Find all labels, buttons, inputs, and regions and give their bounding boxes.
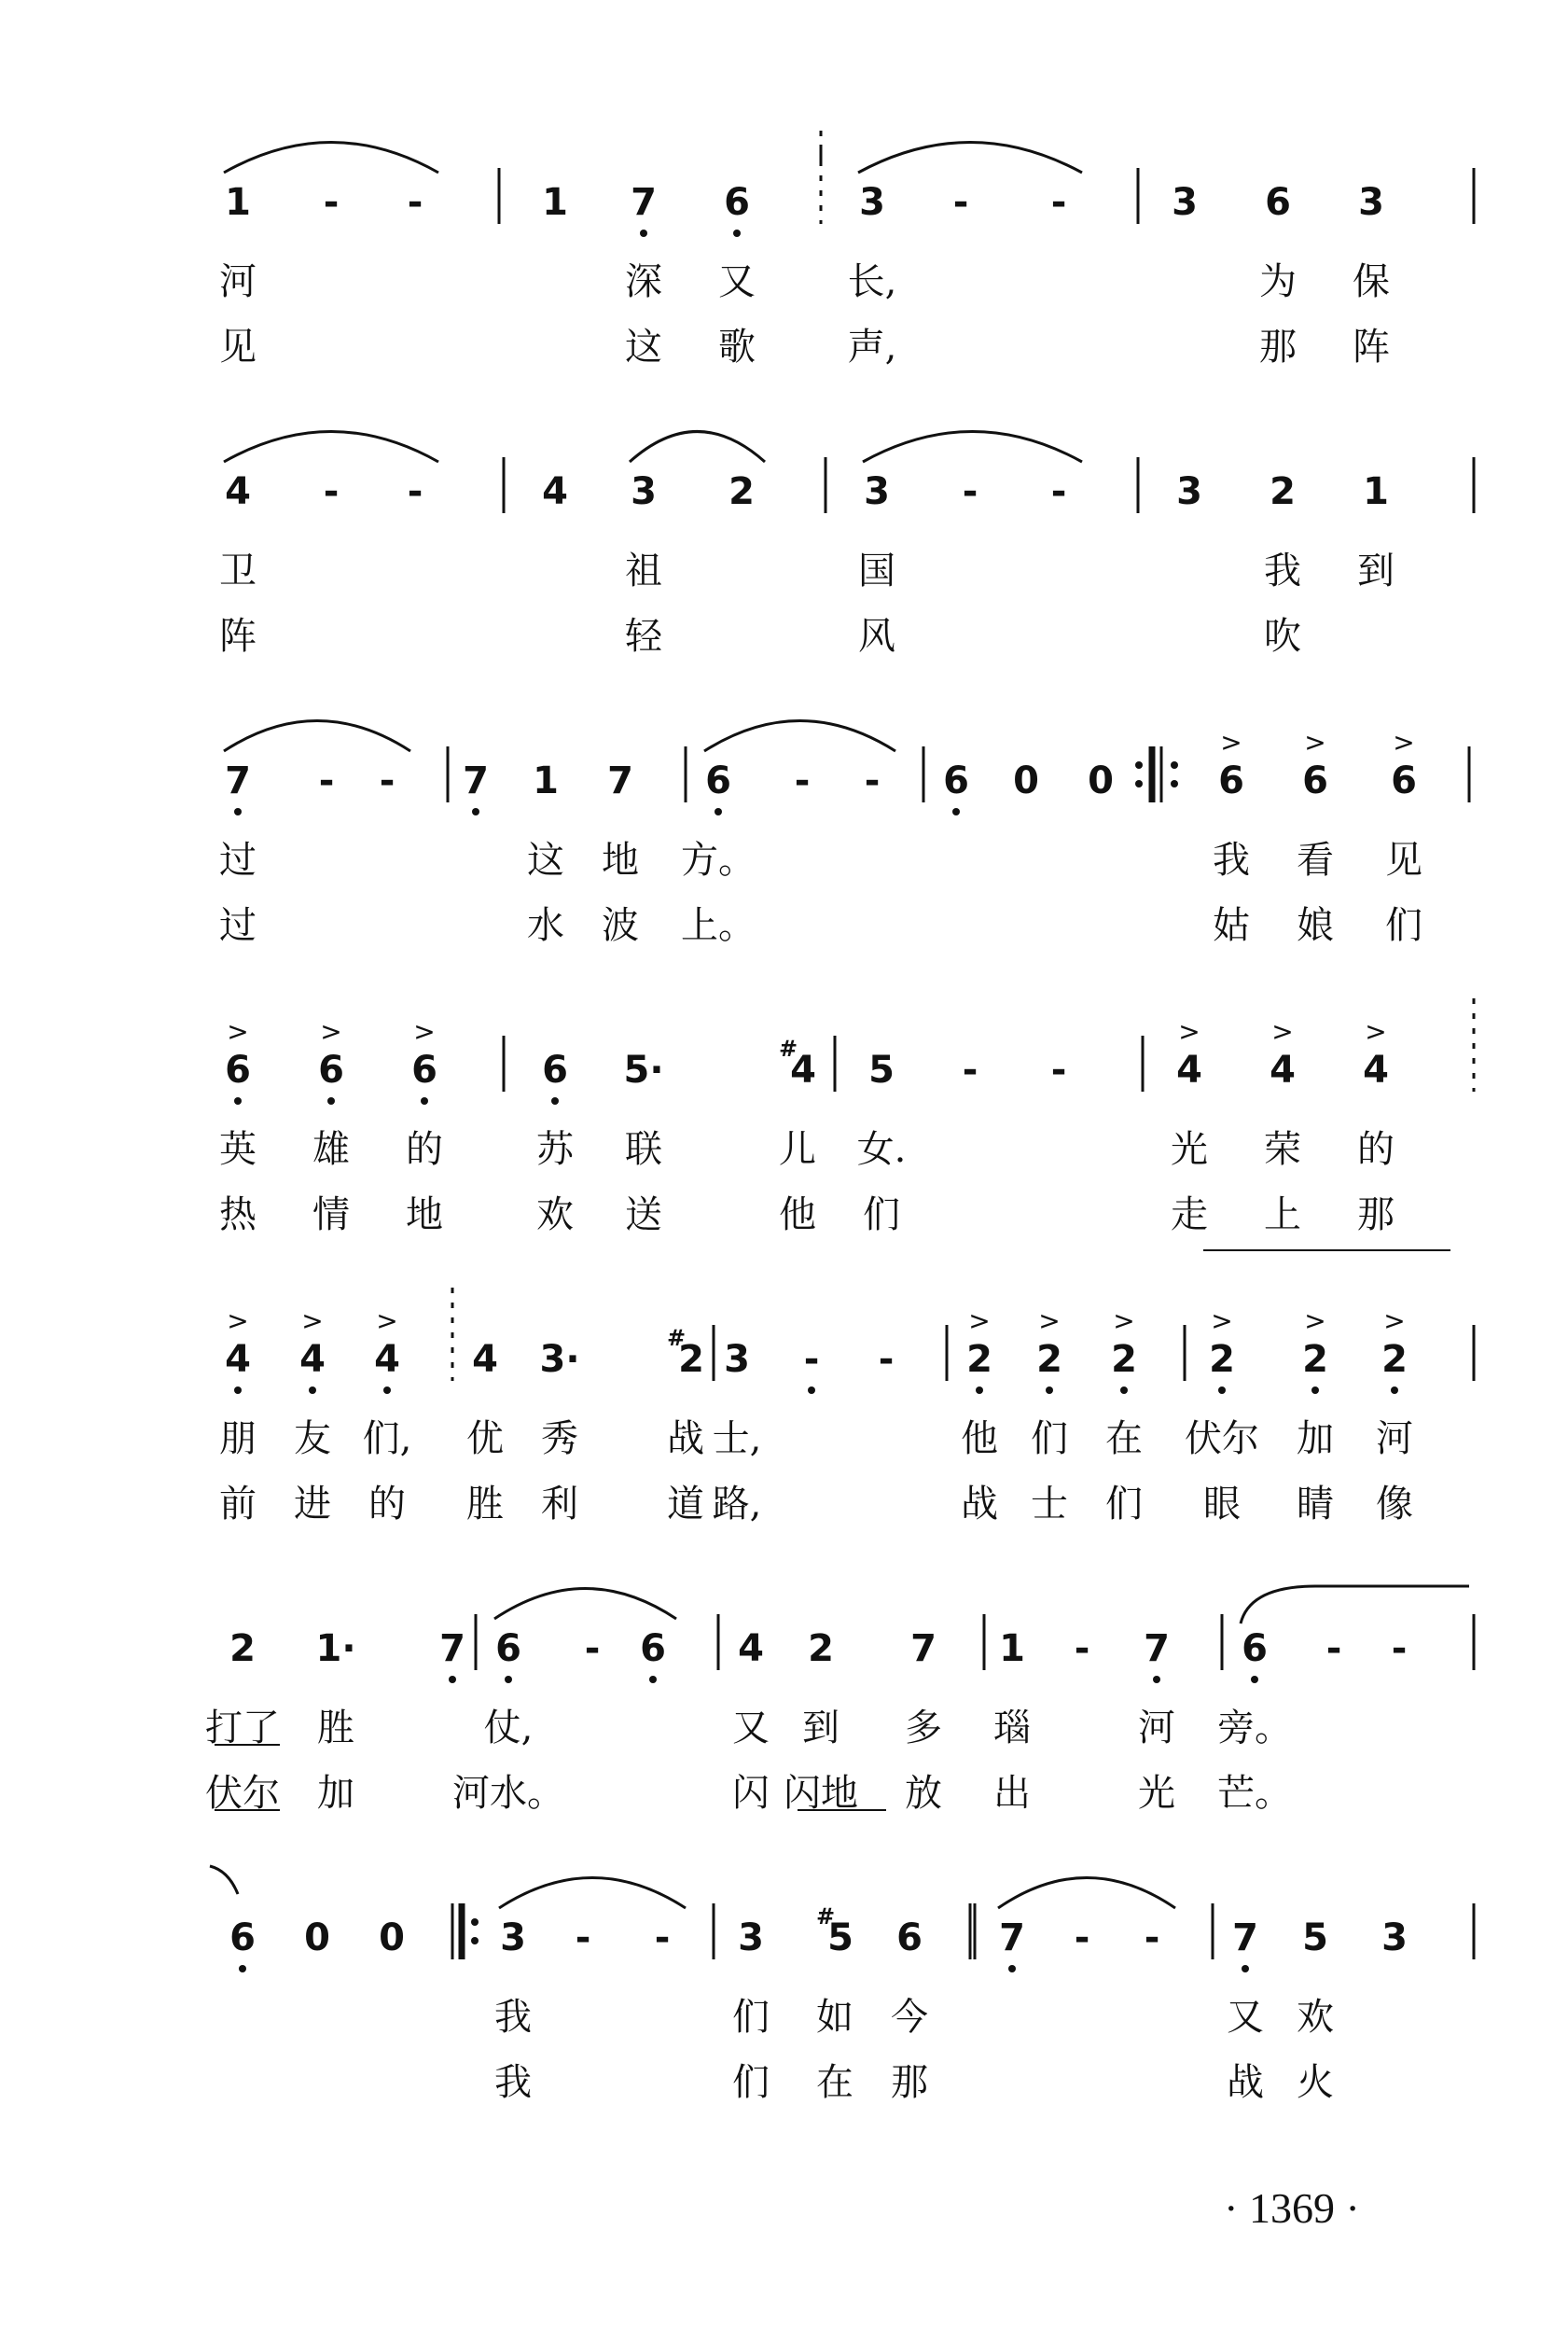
jianpu-note: 6 bbox=[1391, 759, 1417, 802]
octave-dot bbox=[649, 1676, 657, 1683]
repeat-dot bbox=[1171, 761, 1178, 769]
jianpu-note: 7 bbox=[607, 759, 633, 802]
lyric-verse2: 芒。 bbox=[1217, 1772, 1292, 1815]
lyric-verse1: 苏 bbox=[536, 1128, 574, 1171]
octave-dot bbox=[551, 1097, 559, 1105]
lyric-verse2: 阵 bbox=[1353, 326, 1390, 369]
jianpu-note: 0 bbox=[1013, 759, 1039, 802]
jianpu-note: 6 bbox=[318, 1049, 344, 1092]
dash-extension: - bbox=[407, 181, 423, 224]
slur bbox=[210, 1866, 238, 1894]
jianpu-note: 3 bbox=[631, 470, 657, 513]
lyric-verse1: 祖 bbox=[625, 550, 662, 592]
dash-extension: - bbox=[952, 181, 969, 224]
lyric-verse1: 见 bbox=[1385, 839, 1422, 882]
lyric-verse2: 娘 bbox=[1297, 904, 1334, 947]
lyric-verse1: 又 bbox=[718, 260, 756, 303]
accent-mark: > bbox=[1365, 1016, 1387, 1047]
jianpu-note: 3 bbox=[1172, 181, 1198, 224]
lyric-verse2: 放 bbox=[905, 1772, 942, 1815]
lyric-verse2: 眼 bbox=[1203, 1483, 1241, 1526]
lyric-verse1: 们 bbox=[1031, 1417, 1068, 1460]
lyric-verse1: 联 bbox=[625, 1128, 662, 1171]
slur bbox=[998, 1878, 1175, 1909]
accent-mark: > bbox=[301, 1305, 324, 1336]
jianpu-note: 2 bbox=[678, 1338, 704, 1381]
lyric-verse1: 在 bbox=[1105, 1417, 1143, 1460]
jianpu-note: 4 bbox=[374, 1338, 400, 1381]
octave-dot bbox=[1251, 1676, 1258, 1683]
jianpu-note: 2 bbox=[1270, 470, 1296, 513]
repeat-dot bbox=[1135, 780, 1143, 787]
octave-dot bbox=[1153, 1676, 1160, 1683]
dash-extension: - bbox=[1074, 1627, 1090, 1670]
jianpu-note: 2 bbox=[728, 470, 755, 513]
lyric-verse1: 仗, bbox=[483, 1707, 534, 1749]
lyric-verse1: 过 bbox=[219, 839, 257, 882]
lyric-verse2: 像 bbox=[1376, 1483, 1413, 1526]
jianpu-note: 7 bbox=[1144, 1627, 1170, 1670]
lyric-verse2: 睛 bbox=[1297, 1483, 1334, 1526]
jianpu-note: 1 bbox=[533, 759, 559, 802]
jianpu-note: 3· bbox=[539, 1338, 580, 1381]
lyric-verse1: 深 bbox=[625, 260, 662, 303]
jianpu-note: 2 bbox=[1302, 1338, 1328, 1381]
accent-mark: > bbox=[227, 1305, 249, 1336]
jianpu-note: 6 bbox=[705, 759, 731, 802]
dash-extension: - bbox=[1050, 1049, 1067, 1092]
lyric-verse2: 的 bbox=[368, 1483, 406, 1526]
octave-dot bbox=[640, 230, 647, 237]
lyric-verse2: 他 bbox=[779, 1193, 816, 1236]
octave-dot bbox=[1242, 1965, 1249, 1972]
lyric-verse1: 女. bbox=[856, 1128, 907, 1171]
accent-mark: > bbox=[227, 1016, 249, 1047]
jianpu-note: 1 bbox=[1363, 470, 1389, 513]
jianpu-note: 6 bbox=[229, 1916, 256, 1959]
dash-extension: - bbox=[1144, 1916, 1160, 1959]
lyric-verse2: 伏尔 bbox=[205, 1772, 280, 1815]
jianpu-note: 7 bbox=[463, 759, 489, 802]
lyric-verse2: 送 bbox=[625, 1193, 662, 1236]
lyric-verse2: 战 bbox=[1227, 2061, 1264, 2104]
accent-mark: > bbox=[1304, 727, 1326, 758]
lyric-verse1: 看 bbox=[1297, 839, 1334, 882]
dash-extension: - bbox=[1325, 1627, 1342, 1670]
jianpu-note: 5· bbox=[623, 1049, 664, 1092]
jianpu-note: 3 bbox=[500, 1916, 526, 1959]
accent-mark: > bbox=[1271, 1016, 1294, 1047]
jianpu-note: 3 bbox=[859, 181, 885, 224]
jianpu-note: 2 bbox=[229, 1627, 256, 1670]
octave-dot bbox=[309, 1386, 316, 1394]
lyric-verse1: 我 bbox=[494, 1996, 532, 2039]
lyric-verse2: 地 bbox=[406, 1193, 443, 1236]
lyric-verse1: 士, bbox=[712, 1417, 762, 1460]
slur bbox=[499, 1878, 686, 1909]
jianpu-note: 6 bbox=[495, 1627, 521, 1670]
accent-mark: > bbox=[376, 1305, 398, 1336]
dash-extension: - bbox=[1074, 1916, 1090, 1959]
lyric-verse2: 们 bbox=[1385, 904, 1422, 947]
lyric-verse2: 歌 bbox=[718, 326, 756, 369]
slur bbox=[224, 432, 438, 463]
lyric-verse1: 们, bbox=[362, 1417, 412, 1460]
jianpu-note: 4 bbox=[1270, 1049, 1296, 1092]
accent-mark: > bbox=[1178, 1016, 1200, 1047]
lyric-verse1: 为 bbox=[1259, 260, 1297, 303]
lyric-verse2: 阵 bbox=[219, 615, 257, 658]
accent-mark: > bbox=[413, 1016, 436, 1047]
jianpu-note: 1 bbox=[999, 1627, 1025, 1670]
lyric-verse1: 友 bbox=[294, 1417, 331, 1460]
lyric-verse1: 打了 bbox=[205, 1707, 280, 1749]
octave-dot bbox=[715, 808, 722, 815]
jianpu-note: 0 bbox=[304, 1916, 330, 1959]
jianpu-note: 6 bbox=[1302, 759, 1328, 802]
lyric-verse2: 轻 bbox=[625, 615, 662, 658]
accent-mark: > bbox=[320, 1016, 342, 1047]
lyric-verse1: 朋 bbox=[219, 1417, 257, 1460]
jianpu-note: 4 bbox=[542, 470, 568, 513]
octave-dot bbox=[505, 1676, 512, 1683]
jianpu-note: 6 bbox=[724, 181, 750, 224]
octave-dot bbox=[733, 230, 741, 237]
lyric-verse1: 雄 bbox=[312, 1128, 350, 1171]
octave-dot bbox=[234, 1386, 242, 1394]
dash-extension: - bbox=[575, 1916, 591, 1959]
lyric-verse2: 那 bbox=[891, 2061, 928, 2104]
accent-mark: > bbox=[1211, 1305, 1233, 1336]
lyric-verse1: 如 bbox=[816, 1996, 853, 2039]
octave-dot bbox=[327, 1097, 335, 1105]
lyric-verse2: 出 bbox=[993, 1772, 1031, 1815]
lyric-verse1: 又 bbox=[1227, 1996, 1264, 2039]
dash-extension: - bbox=[1050, 181, 1067, 224]
jianpu-note: 4 bbox=[472, 1338, 498, 1381]
lyric-verse1: 荣 bbox=[1264, 1128, 1301, 1171]
lyric-verse2: 走 bbox=[1171, 1193, 1208, 1236]
octave-dot bbox=[1008, 1965, 1016, 1972]
lyric-verse2: 火 bbox=[1297, 2061, 1334, 2104]
repeat-dot bbox=[471, 1918, 479, 1926]
accent-mark: > bbox=[1304, 1305, 1326, 1336]
lyric-verse2: 那 bbox=[1259, 326, 1297, 369]
lyric-verse1: 河 bbox=[219, 260, 257, 303]
dash-extension: - bbox=[794, 759, 811, 802]
lyric-verse1: 他 bbox=[961, 1417, 998, 1460]
dash-extension: - bbox=[1050, 470, 1067, 513]
lyric-verse1: 旁。 bbox=[1217, 1707, 1292, 1749]
repeat-dot bbox=[1135, 761, 1143, 769]
jianpu-note: 4 bbox=[1176, 1049, 1202, 1092]
lyric-verse2: 姑 bbox=[1213, 904, 1250, 947]
lyric-verse1: 河 bbox=[1138, 1707, 1175, 1749]
jianpu-note: 7 bbox=[999, 1916, 1025, 1959]
jianpu-note: 6 bbox=[943, 759, 969, 802]
jianpu-note: 6 bbox=[896, 1916, 923, 1959]
lyric-verse1: 又 bbox=[732, 1707, 770, 1749]
lyric-verse2: 河水。 bbox=[452, 1772, 564, 1815]
slur bbox=[224, 721, 410, 752]
jianpu-note: 7 bbox=[439, 1627, 465, 1670]
jianpu-note: 3 bbox=[738, 1916, 764, 1959]
octave-dot bbox=[1218, 1386, 1226, 1394]
lyric-verse1: 今 bbox=[891, 1996, 928, 2039]
lyric-verse2: 见 bbox=[219, 326, 257, 369]
lyric-verse1: 这 bbox=[527, 839, 564, 882]
lyric-verse2: 情 bbox=[312, 1193, 350, 1236]
jianpu-note: 5 bbox=[827, 1916, 853, 1959]
lyric-verse1: 们 bbox=[732, 1996, 770, 2039]
jianpu-note: 2 bbox=[1381, 1338, 1408, 1381]
lyric-verse1: 的 bbox=[406, 1128, 443, 1171]
octave-dot bbox=[976, 1386, 983, 1394]
lyric-verse1: 长, bbox=[847, 260, 897, 303]
lyric-verse1: 胜 bbox=[317, 1707, 354, 1749]
jianpu-note: 5 bbox=[868, 1049, 895, 1092]
dash-extension: - bbox=[962, 1049, 978, 1092]
octave-dot bbox=[239, 1965, 246, 1972]
sharp-sign: # bbox=[778, 1036, 798, 1062]
lyric-verse1: 保 bbox=[1353, 260, 1390, 303]
lyric-verse2: 吹 bbox=[1264, 615, 1301, 658]
lyric-verse1: 我 bbox=[1264, 550, 1301, 592]
lyric-verse2: 热 bbox=[219, 1193, 257, 1236]
jianpu-note: 1· bbox=[315, 1627, 356, 1670]
lyric-verse1: 国 bbox=[858, 550, 895, 592]
dash-extension: - bbox=[584, 1627, 601, 1670]
accent-mark: > bbox=[1220, 727, 1242, 758]
jianpu-note: 4 bbox=[1363, 1049, 1389, 1092]
jianpu-note: 1 bbox=[542, 181, 568, 224]
lyric-verse2: 闪地 bbox=[784, 1772, 858, 1815]
lyric-verse1: 战 bbox=[667, 1417, 704, 1460]
accent-mark: > bbox=[1038, 1305, 1061, 1336]
lyric-verse2: 我 bbox=[494, 2061, 532, 2104]
lyric-verse2: 进 bbox=[294, 1483, 331, 1526]
slur bbox=[858, 143, 1082, 174]
lyric-verse1: 地 bbox=[602, 839, 639, 882]
lyric-verse2: 风 bbox=[858, 615, 895, 658]
dash-extension: - bbox=[1391, 1627, 1408, 1670]
jianpu-note: 3 bbox=[724, 1338, 750, 1381]
page-number: · 1369 · bbox=[1224, 2184, 1360, 2232]
slur bbox=[863, 432, 1082, 463]
repeat-dot bbox=[471, 1937, 479, 1944]
jianpu-note: 6 bbox=[1218, 759, 1244, 802]
jianpu-note: 5 bbox=[1302, 1916, 1328, 1959]
jianpu-note: 2 bbox=[808, 1627, 834, 1670]
slur bbox=[630, 432, 765, 463]
lyric-verse1: 伏尔 bbox=[1185, 1417, 1259, 1460]
lyric-verse1: 到 bbox=[802, 1707, 840, 1749]
lyric-verse2: 水 bbox=[527, 904, 564, 947]
jianpu-note: 6 bbox=[411, 1049, 437, 1092]
lyric-verse1: 优 bbox=[466, 1417, 504, 1460]
dash-extension: - bbox=[407, 470, 423, 513]
dash-extension: - bbox=[379, 759, 395, 802]
dash-extension: - bbox=[962, 470, 978, 513]
lyric-verse2: 前 bbox=[219, 1483, 257, 1526]
dash-extension: - bbox=[864, 759, 881, 802]
slur bbox=[704, 721, 895, 752]
lyric-verse2: 那 bbox=[1357, 1193, 1395, 1236]
lyric-verse1: 英 bbox=[219, 1128, 257, 1171]
lyric-verse2: 声, bbox=[847, 326, 897, 369]
jianpu-note: 3 bbox=[864, 470, 890, 513]
lyric-verse2: 上。 bbox=[681, 904, 756, 947]
lyric-verse2: 战 bbox=[961, 1483, 998, 1526]
lyric-verse1: 卫 bbox=[219, 550, 257, 592]
accent-mark: > bbox=[968, 1305, 991, 1336]
octave-dot bbox=[472, 808, 479, 815]
dash-extension: - bbox=[323, 470, 340, 513]
lyric-verse1: 加 bbox=[1297, 1417, 1334, 1460]
jianpu-note: 6 bbox=[225, 1049, 251, 1092]
jianpu-note: 3 bbox=[1381, 1916, 1408, 1959]
lyric-verse1: 光 bbox=[1171, 1128, 1208, 1171]
octave-dot bbox=[383, 1386, 391, 1394]
lyric-verse2: 利 bbox=[541, 1483, 578, 1526]
accent-mark: > bbox=[1393, 727, 1415, 758]
octave-dot bbox=[808, 1386, 815, 1394]
jianpu-note: 6 bbox=[1242, 1627, 1268, 1670]
jianpu-note: 4 bbox=[299, 1338, 326, 1381]
lyric-verse1: 到 bbox=[1357, 550, 1395, 592]
octave-dot bbox=[1120, 1386, 1128, 1394]
lyric-verse1: 欢 bbox=[1297, 1996, 1334, 2039]
jianpu-note: 6 bbox=[542, 1049, 568, 1092]
lyric-verse1: 瑙 bbox=[993, 1707, 1031, 1749]
octave-dot bbox=[952, 808, 960, 815]
jianpu-note: 7 bbox=[631, 181, 657, 224]
lyric-verse2: 上 bbox=[1264, 1193, 1301, 1236]
jianpu-note: 2 bbox=[1111, 1338, 1137, 1381]
lyric-verse2: 闪 bbox=[732, 1772, 770, 1815]
dash-extension: - bbox=[803, 1338, 820, 1381]
lyric-verse2: 们 bbox=[732, 2061, 770, 2104]
lyric-verse2: 路, bbox=[712, 1483, 762, 1526]
lyric-verse1: 方。 bbox=[681, 839, 756, 882]
lyric-verse2: 波 bbox=[602, 904, 639, 947]
sharp-sign: # bbox=[815, 1903, 836, 1930]
dash-extension: - bbox=[318, 759, 335, 802]
lyric-verse2: 胜 bbox=[466, 1483, 504, 1526]
jianpu-note: 7 bbox=[910, 1627, 937, 1670]
repeat-dot bbox=[1171, 780, 1178, 787]
jianpu-note: 2 bbox=[1209, 1338, 1235, 1381]
dash-extension: - bbox=[323, 181, 340, 224]
jianpu-note: 4 bbox=[225, 470, 251, 513]
lyric-verse1: 秀 bbox=[541, 1417, 578, 1460]
lyric-verse2: 过 bbox=[219, 904, 257, 947]
lyric-verse2: 在 bbox=[816, 2061, 853, 2104]
dash-extension: - bbox=[654, 1916, 671, 1959]
octave-dot bbox=[234, 1097, 242, 1105]
lyric-verse1: 河 bbox=[1376, 1417, 1413, 1460]
lyric-verse2: 道 bbox=[667, 1483, 704, 1526]
jianpu-note: 6 bbox=[640, 1627, 666, 1670]
jianpu-note: 7 bbox=[225, 759, 251, 802]
jianpu-note: 7 bbox=[1232, 1916, 1258, 1959]
lyric-verse2: 们 bbox=[863, 1193, 900, 1236]
slur bbox=[1241, 1586, 1469, 1623]
octave-dot bbox=[421, 1097, 428, 1105]
octave-dot bbox=[1046, 1386, 1053, 1394]
jianpu-note: 2 bbox=[966, 1338, 992, 1381]
lyric-verse1: 儿 bbox=[779, 1128, 816, 1171]
octave-dot bbox=[234, 808, 242, 815]
octave-dot bbox=[1391, 1386, 1398, 1394]
jianpu-note: 1 bbox=[225, 181, 251, 224]
jianpu-note: 3 bbox=[1358, 181, 1384, 224]
lyric-verse1: 我 bbox=[1213, 839, 1250, 882]
octave-dot bbox=[449, 1676, 456, 1683]
jianpu-note: 3 bbox=[1176, 470, 1202, 513]
jianpu-note: 6 bbox=[1265, 181, 1291, 224]
jianpu-note: 0 bbox=[379, 1916, 405, 1959]
octave-dot bbox=[1311, 1386, 1319, 1394]
lyric-verse2: 光 bbox=[1138, 1772, 1175, 1815]
dash-extension: - bbox=[878, 1338, 895, 1381]
accent-mark: > bbox=[1383, 1305, 1406, 1336]
slur bbox=[224, 143, 438, 174]
lyric-verse1: 的 bbox=[1357, 1128, 1395, 1171]
jianpu-note: 0 bbox=[1088, 759, 1114, 802]
lyric-verse1: 多 bbox=[905, 1707, 942, 1749]
jianpu-note: 4 bbox=[225, 1338, 251, 1381]
lyric-verse2: 们 bbox=[1105, 1483, 1143, 1526]
lyric-verse2: 这 bbox=[625, 326, 662, 369]
lyric-verse2: 欢 bbox=[536, 1193, 574, 1236]
accent-mark: > bbox=[1113, 1305, 1135, 1336]
slur bbox=[494, 1589, 676, 1620]
lyric-verse2: 加 bbox=[317, 1772, 354, 1815]
jianpu-note: 4 bbox=[790, 1049, 816, 1092]
sharp-sign: # bbox=[666, 1325, 687, 1351]
lyric-verse2: 士 bbox=[1031, 1483, 1068, 1526]
jianpu-note: 2 bbox=[1036, 1338, 1062, 1381]
jianpu-note: 4 bbox=[738, 1627, 764, 1670]
